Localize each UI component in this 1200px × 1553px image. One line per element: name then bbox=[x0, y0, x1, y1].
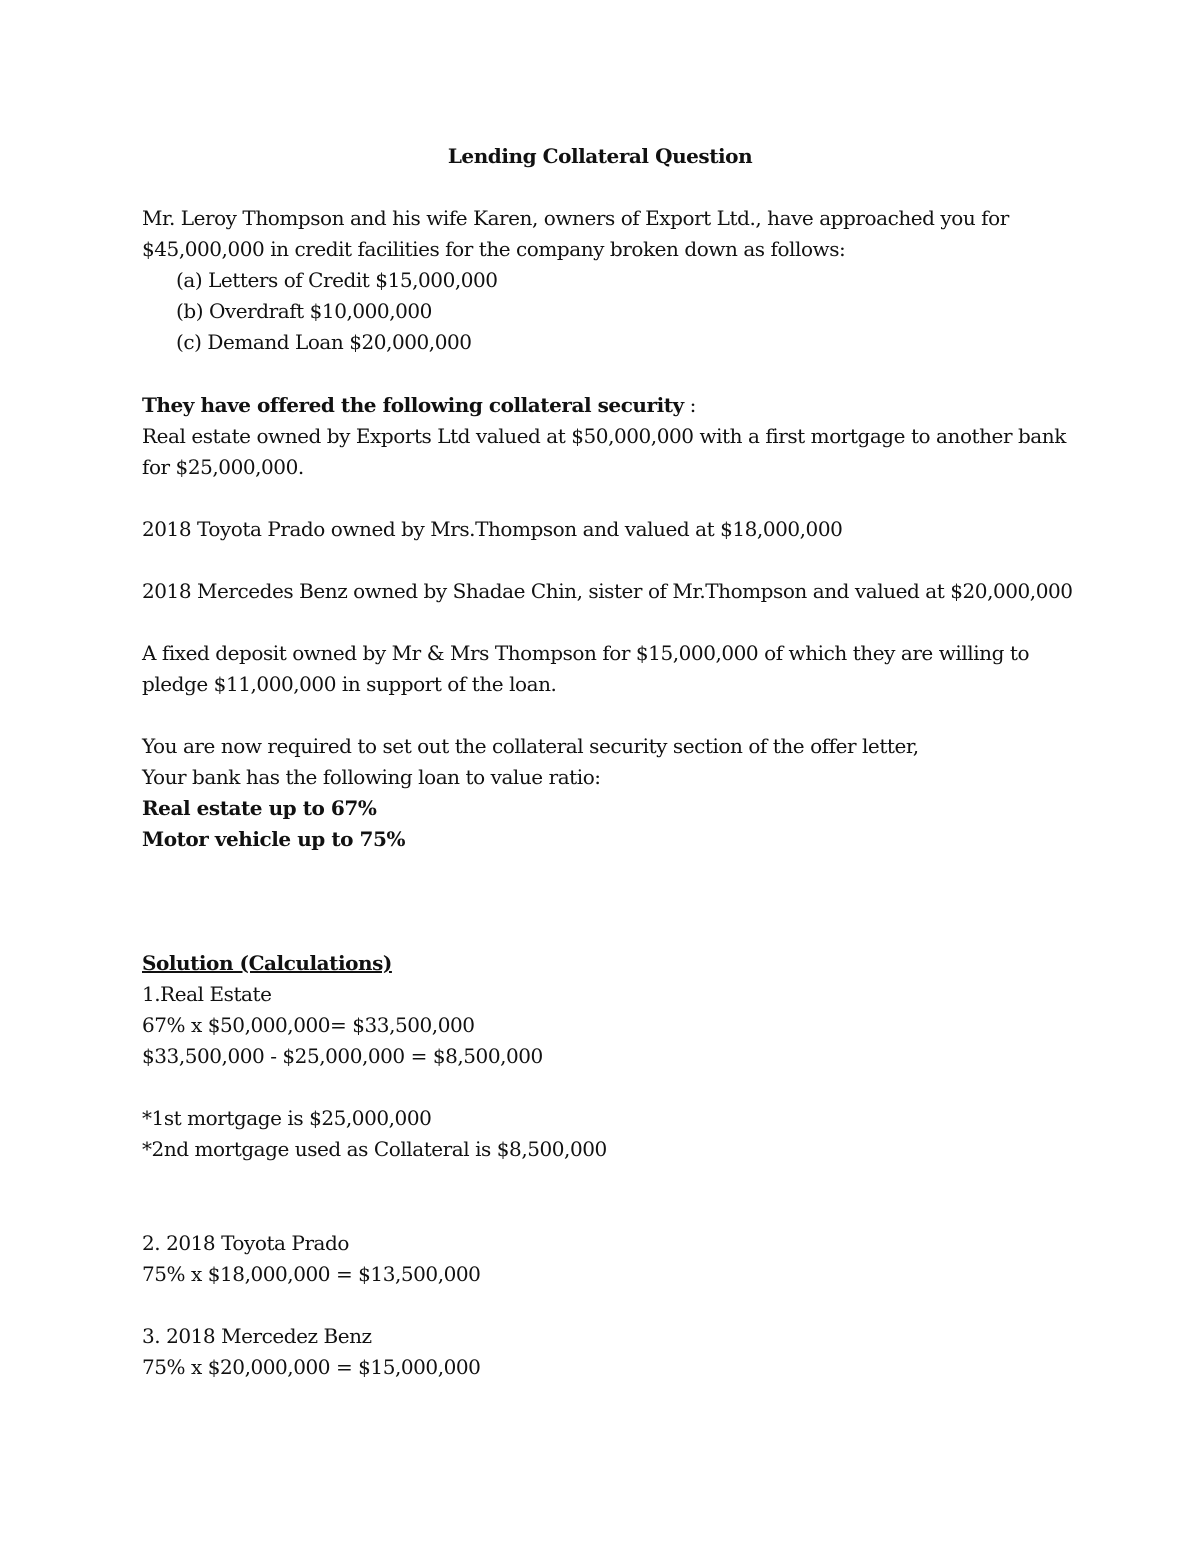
facility-demand-loan: (c) Demand Loan $20,000,000 bbox=[176, 330, 472, 354]
facility-overdraft: (b) Overdraft $10,000,000 bbox=[176, 299, 432, 323]
second-mortgage-note: *2nd mortgage used as Collateral is $8,500,000 bbox=[142, 1137, 607, 1161]
mercedes-calc-title: 3. 2018 Mercedez Benz bbox=[142, 1324, 372, 1348]
requirement-line-1: You are now required to set out the collateral security section of the offer letter, bbox=[142, 734, 919, 758]
intro-line-2: $45,000,000 in credit facilities for the company broken down as follows: bbox=[142, 237, 846, 261]
document-title: Lending Collateral Question bbox=[447, 144, 753, 168]
ratio-motor-vehicle: Motor vehicle up to 75% bbox=[142, 827, 406, 851]
deposit-offer-line-1: A fixed deposit owned by Mr & Mrs Thompson for $15,000,000 of which they are willing to bbox=[142, 641, 1030, 665]
collateral-heading-line bbox=[142, 391, 696, 419]
collateral-heading-suffix: : bbox=[683, 393, 696, 417]
real-estate-offer-line-2: for $25,000,000. bbox=[142, 455, 304, 479]
real-estate-offer-line-1: Real estate owned by Exports Ltd valued at $50,000,000 with a first mortgage to another bank bbox=[142, 424, 1066, 448]
deposit-offer-line-2: pledge $11,000,000 in support of the loan. bbox=[142, 672, 557, 696]
toyota-calc-title: 2. 2018 Toyota Prado bbox=[142, 1231, 349, 1255]
facility-letters-of-credit: (a) Letters of Credit $15,000,000 bbox=[176, 268, 498, 292]
mercedes-calc-line: 75% x $20,000,000 = $15,000,000 bbox=[142, 1355, 481, 1379]
first-mortgage-note: *1st mortgage is $25,000,000 bbox=[142, 1106, 432, 1130]
toyota-calc-line: 75% x $18,000,000 = $13,500,000 bbox=[142, 1262, 481, 1286]
requirement-line-2: Your bank has the following loan to value ratio: bbox=[142, 765, 601, 789]
real-estate-calc-line-2: $33,500,000 - $25,000,000 = $8,500,000 bbox=[142, 1044, 543, 1068]
toyota-offer: 2018 Toyota Prado owned by Mrs.Thompson and valued at $18,000,000 bbox=[142, 517, 843, 541]
solution-heading: Solution (Calculations) bbox=[142, 951, 392, 975]
real-estate-calc-line-1: 67% x $50,000,000= $33,500,000 bbox=[142, 1013, 475, 1037]
real-estate-calc-title: 1.Real Estate bbox=[142, 982, 272, 1006]
collateral-heading: They have offered the following collateral security bbox=[142, 393, 684, 417]
intro-line-1: Mr. Leroy Thompson and his wife Karen, owners of Export Ltd., have approached you for bbox=[142, 206, 1009, 230]
mercedes-offer: 2018 Mercedes Benz owned by Shadae Chin, sister of Mr.Thompson and valued at $20,000,000 bbox=[142, 579, 1073, 603]
ratio-real-estate: Real estate up to 67% bbox=[142, 796, 377, 820]
